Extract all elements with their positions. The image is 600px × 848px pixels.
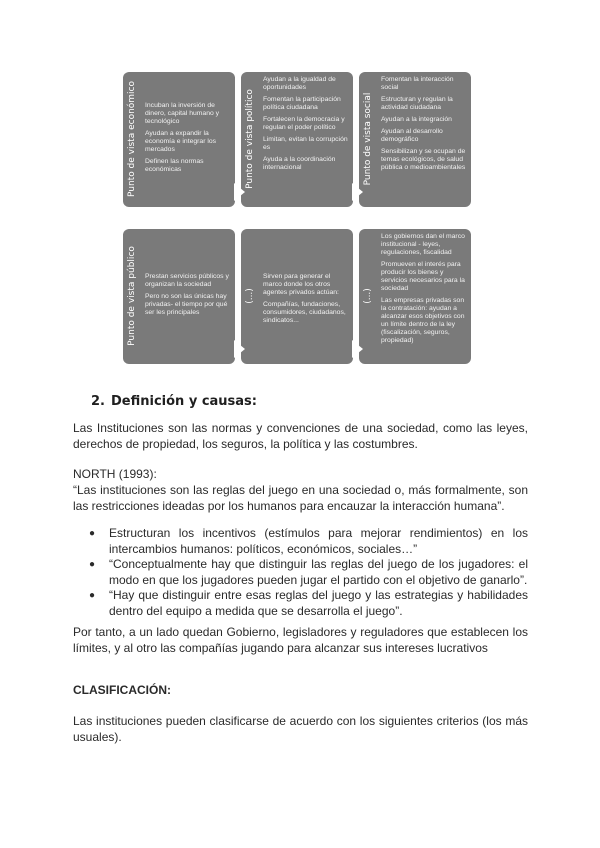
- section-number: 2.: [91, 394, 105, 409]
- arrow-right-icon: [352, 340, 363, 358]
- north-quote: “Las instituciones son las reglas del juego en una sociedad o, más formalmente, son las restricciones ideadas por los humanos para encauzar la interacción humana”.: [73, 483, 528, 513]
- box-item: Pero no son las únicas hay privadas- el tiempo por qué ser les principales: [145, 293, 228, 316]
- side-label-political: Punto de vista político: [245, 89, 255, 189]
- box-body: [263, 273, 349, 361]
- box-item: Ayudan al desarrollo demográfico: [381, 128, 443, 143]
- box-political-view: [241, 72, 353, 207]
- bullet-icon: ●: [89, 590, 96, 601]
- list-item: ● Estructuran los incentivos (estímulos para mejorar rendimientos) en los intercambios humanos: políticos, económicos, sociales…”: [89, 526, 528, 556]
- arrow-right-icon: [352, 183, 363, 201]
- box-item: Estructuran y regulan la actividad ciudadana: [381, 96, 453, 111]
- box-body: [145, 233, 231, 361]
- box-body: [145, 76, 231, 204]
- box-item: Ayuda a la coordinación internacional: [263, 156, 336, 171]
- list-item: ● “Conceptualmente hay que distinguir las reglas del juego de los jugadores: el modo en que los jugadores pueden jugar el partido con el objetivo de ganarlo”.: [89, 557, 528, 587]
- box-body: [381, 76, 467, 204]
- box-item: Sensibilizan y se ocupan de temas ecológicos, de salud pública o medioambientales: [381, 148, 466, 171]
- institutions-diagram: [123, 72, 475, 362]
- side-label-ellipsis: (...): [245, 288, 255, 304]
- box-item: Definen las normas económicas: [145, 158, 204, 173]
- section-title: Definición y causas:: [110, 394, 257, 409]
- box-item: Prestan servicios públicos y organizan la sociedad: [145, 273, 229, 288]
- diagram-row-1: [123, 72, 475, 207]
- side-label-public: Punto de vista público: [127, 246, 137, 346]
- intro-paragraph: Las Instituciones son las normas y convenciones de una sociedad, como las leyes, derechos de propiedad, los seguros, la política y las costumbres.: [73, 421, 528, 451]
- bullet-list: [89, 526, 528, 619]
- box-body: [381, 233, 467, 361]
- diagram-row-2: [123, 229, 475, 364]
- box-item: Compañías, fundaciones, consumidores, ciudadanos, sindicatos...: [263, 301, 346, 324]
- box-item: Limitan, evitan la corrupción es: [263, 136, 348, 151]
- box-item: Fortalecen la democracia y regulan el poder político: [263, 116, 345, 131]
- classification-label: CLASIFICACIÓN:: [73, 683, 171, 697]
- classification-paragraph: Las instituciones pueden clasificarse de acuerdo con los siguientes criterios (los más usuales).: [73, 714, 528, 744]
- arrow-right-icon: [234, 183, 245, 201]
- box-item: Ayudan a la igualdad de oportunidades: [263, 76, 336, 91]
- side-label-ellipsis: (...): [363, 288, 373, 304]
- box-social-view: [359, 72, 471, 207]
- box-public-view: [123, 229, 235, 364]
- box-continued-2: [359, 229, 471, 364]
- box-item: Fomentan la interacción social: [381, 76, 454, 91]
- box-continued-1: [241, 229, 353, 364]
- bullet-icon: ●: [89, 559, 96, 570]
- box-item: Fomentan la participación política ciudadana: [263, 96, 341, 111]
- arrow-right-icon: [234, 340, 245, 358]
- box-economic-view: [123, 72, 235, 207]
- box-item: Ayudan a expandir la economía e integrar los mercados: [145, 130, 217, 153]
- conclusion-paragraph: Por tanto, a un lado quedan Gobierno, legisladores y reguladores que establecen los límites, y al otro las compañías jugando para alcanzar sus intereses lucrativos: [73, 625, 528, 655]
- box-item: Sirven para generar el marco donde los otros agentes privados actúan:: [263, 273, 339, 296]
- bullet-icon: ●: [89, 528, 96, 539]
- box-item: Ayudan a la integración: [381, 116, 452, 123]
- side-label-social: Punto de vista social: [363, 92, 373, 186]
- section-heading: [91, 394, 257, 409]
- box-item: Las empresas privadas son la contratación: ayudan a alcanzar esos objetivos con un límite dentro de la ley (fiscalización, seguros, propiedad): [381, 297, 465, 344]
- box-item: Promueven el interés para producir los bienes y servicios necesarios para la sociedad: [381, 261, 465, 292]
- box-body: [263, 76, 349, 204]
- box-item: Los gobiernos dan el marco institucional - leyes, regulaciones, fiscalidad: [381, 233, 465, 256]
- side-label-economic: Punto de vista económico: [127, 80, 137, 198]
- list-item: ● “Hay que distinguir entre esas reglas del juego y las estrategias y habilidades dentro del equipo a medida que se desarrolla el juego”.: [89, 588, 528, 618]
- north-label: NORTH (1993):: [73, 467, 157, 481]
- box-item: Incuban la inversión de dinero, capital humano y tecnológico: [145, 102, 220, 125]
